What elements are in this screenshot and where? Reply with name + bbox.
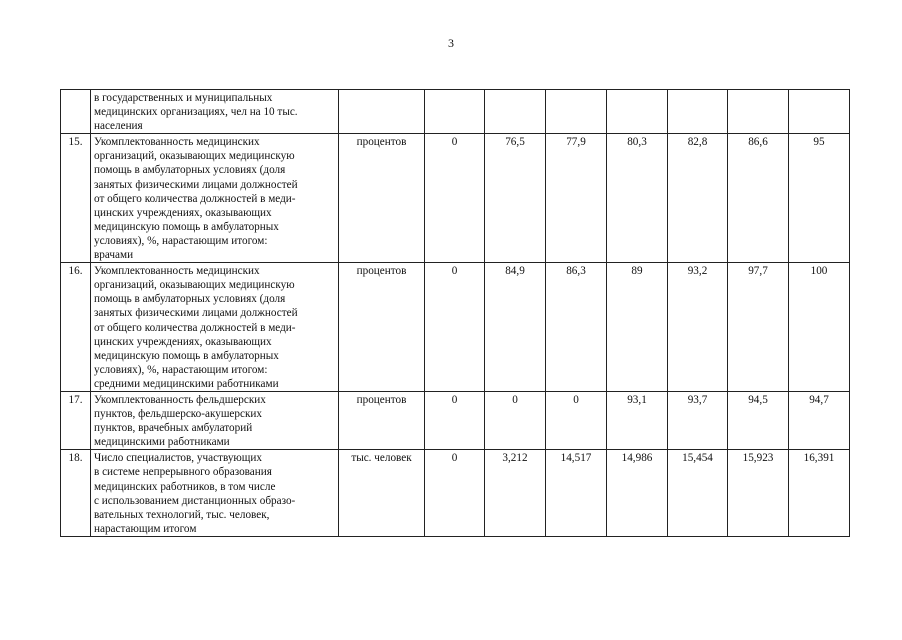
indicator-name-cell <box>91 391 339 449</box>
indicator-name-cell <box>91 90 339 134</box>
indicator-name-line: занятых физическими лицами должностей <box>94 307 298 320</box>
value-cell: 14,986 <box>607 450 668 537</box>
indicator-name-cell <box>91 450 339 537</box>
value-cell: 0 <box>425 263 485 392</box>
value-cell: 3,212 <box>485 450 546 537</box>
value-cell: 94,7 <box>789 391 850 449</box>
unit-cell: процентов <box>339 134 425 263</box>
indicator-name-line: условиях), %, нарастающим итогом: <box>94 363 268 376</box>
indicator-name-line: нарастающим итогом <box>94 522 197 535</box>
indicator-name-line: медицинскими работниками <box>94 436 230 449</box>
value-cell: 16,391 <box>789 450 850 537</box>
indicator-name-line: населения <box>94 120 143 133</box>
indicator-name-line: помощь в амбулаторных условиях (доля <box>94 164 286 177</box>
table-row <box>61 90 850 134</box>
indicator-name-line: медицинскую помощь в амбулаторных <box>94 220 279 233</box>
unit-cell <box>339 90 425 134</box>
indicator-name-line: медицинских работников, в том числе <box>94 480 276 493</box>
value-cell: 0 <box>546 391 607 449</box>
value-cell <box>425 90 485 134</box>
value-cell: 86,6 <box>728 134 789 263</box>
value-cell: 77,9 <box>546 134 607 263</box>
table-row <box>61 263 850 392</box>
indicator-name-line: врачами <box>94 249 134 262</box>
value-cell <box>607 90 668 134</box>
value-cell: 80,3 <box>607 134 668 263</box>
table-row <box>61 391 850 449</box>
value-cell: 14,517 <box>546 450 607 537</box>
value-cell: 0 <box>425 391 485 449</box>
indicator-name-line: с использованием дистанционных образо- <box>94 494 296 507</box>
value-cell: 76,5 <box>485 134 546 263</box>
indicator-name-line: условиях), %, нарастающим итогом: <box>94 234 268 247</box>
unit-cell: процентов <box>339 263 425 392</box>
row-number-cell: 16. <box>61 263 91 392</box>
indicator-name-line: средними медицинскими работниками <box>94 377 279 390</box>
value-cell: 94,5 <box>728 391 789 449</box>
value-cell: 93,7 <box>668 391 728 449</box>
indicator-name-line: пунктов, фельдшерско-акушерских <box>94 408 262 421</box>
indicator-name-line: помощь в амбулаторных условиях (доля <box>94 293 286 306</box>
table-row <box>61 134 850 263</box>
indicator-name-line: Укомплектованность фельдшерских <box>94 393 266 406</box>
indicator-name-line: занятых физическими лицами должностей <box>94 178 298 191</box>
value-cell: 89 <box>607 263 668 392</box>
indicator-name-line: от общего количества должностей в меди- <box>94 192 296 205</box>
value-cell: 100 <box>789 263 850 392</box>
indicator-name-line: Укомплектованность медицинских <box>94 136 260 149</box>
value-cell <box>728 90 789 134</box>
unit-cell: тыс. человек <box>339 450 425 537</box>
indicator-name-line: в государственных и муниципальных <box>94 92 273 104</box>
value-cell <box>485 90 546 134</box>
indicator-name-line: цинских учреждениях, оказывающих <box>94 206 272 219</box>
indicator-name-line: Укомплектованность медицинских <box>94 265 260 278</box>
row-number-cell: 15. <box>61 134 91 263</box>
indicator-name-line: организаций, оказывающих медицинскую <box>94 150 295 163</box>
value-cell <box>546 90 607 134</box>
row-number-cell <box>61 90 91 134</box>
value-cell: 97,7 <box>728 263 789 392</box>
value-cell: 93,1 <box>607 391 668 449</box>
value-cell: 95 <box>789 134 850 263</box>
value-cell: 15,454 <box>668 450 728 537</box>
value-cell <box>789 90 850 134</box>
indicator-name-line: медицинскую помощь в амбулаторных <box>94 349 279 362</box>
value-cell: 82,8 <box>668 134 728 263</box>
indicator-name-line: цинских учреждениях, оказывающих <box>94 335 272 348</box>
indicator-name-cell <box>91 134 339 263</box>
value-cell: 0 <box>425 450 485 537</box>
indicator-name-line: вательных технологий, тыс. человек, <box>94 508 270 521</box>
indicator-name-line: медицинских организациях, чел на 10 тыс. <box>94 106 298 119</box>
indicator-name-line: Число специалистов, участвующих <box>94 452 262 465</box>
indicator-name-cell <box>91 263 339 392</box>
row-number-cell: 18. <box>61 450 91 537</box>
row-number-cell: 17. <box>61 391 91 449</box>
value-cell: 93,2 <box>668 263 728 392</box>
value-cell: 86,3 <box>546 263 607 392</box>
value-cell: 15,923 <box>728 450 789 537</box>
indicator-name-line: от общего количества должностей в меди- <box>94 321 296 334</box>
value-cell: 0 <box>485 391 546 449</box>
indicators-table <box>60 89 850 537</box>
value-cell: 0 <box>425 134 485 263</box>
page-number: 3 <box>448 36 454 50</box>
indicator-name-line: в системе непрерывного образования <box>94 466 272 479</box>
unit-cell: процентов <box>339 391 425 449</box>
table-row <box>61 450 850 537</box>
indicator-name-line: пунктов, врачебных амбулаторий <box>94 422 253 435</box>
indicator-name-line: организаций, оказывающих медицинскую <box>94 279 295 292</box>
value-cell: 84,9 <box>485 263 546 392</box>
value-cell <box>668 90 728 134</box>
